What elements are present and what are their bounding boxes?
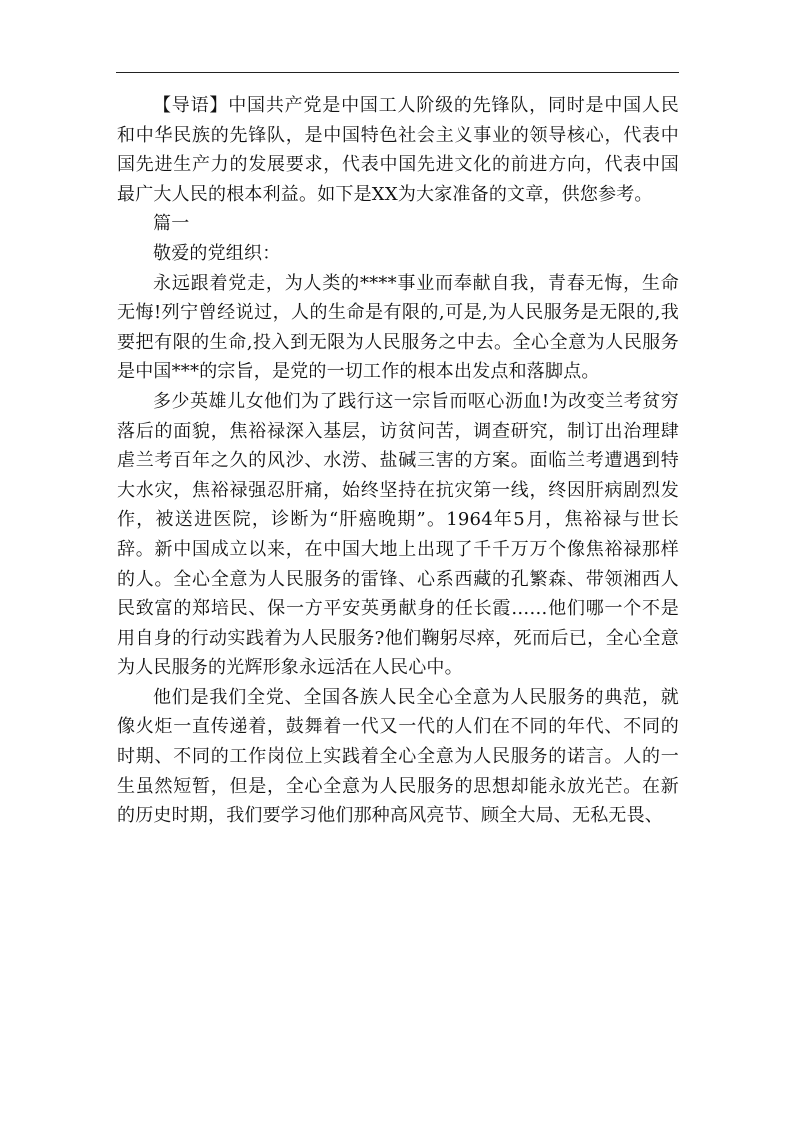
document-body bbox=[117, 91, 679, 831]
header-rule bbox=[116, 72, 679, 73]
salutation: 敬爱的党组织： bbox=[153, 242, 281, 264]
body-paragraph-2: 多少英雄儿女他们为了践行这一宗旨而呕心沥血!为改变兰考贫穷落后的面貌，焦裕禄深入基层，访贫问苦，调查研究，制订出治理肆虐兰考百年之久的风沙、水涝、盐碱三害的方案。面临兰考遭遇到特大水灾，焦裕禄强忍肝痛，始终坚持在抗灾第一线，终因肝病剧烈发作，被送进医院，诊断为“肝癌晚期”。1964年5月，焦裕禄与世长辞。新中国成立以来，在中国大地上出现了千千万万个像焦裕禄那样的人。全心全意为人民服务的雷锋、心系西藏的孔繁森、带领湘西人民致富的郑培民、保一方平安英勇献身的任长霞……他们哪一个不是用自身的行动实践着为人民服务?他们鞠躬尽瘁，死而后已，全心全意为人民服务的光辉形象永远活在人民心中。 bbox=[117, 390, 679, 679]
body-paragraph-3: 他们是我们全党、全国各族人民全心全意为人民服务的典范，就像火炬一直传递着，鼓舞着一代又一代的人们在不同的年代、不同的时期、不同的工作岗位上实践着全心全意为人民服务的诺言。人的一生虽然短暂，但是，全心全意为人民服务的思想却能永放光芒。在新的历史时期，我们要学习他们那种高风亮节、顾全大局、无私无畏、 bbox=[117, 686, 679, 827]
body-paragraph-1: 永远跟着党走，为人类的****事业而奉献自我，青春无悔，生命无悔!列宁曾经说过，人的生命是有限的,可是,为人民服务是无限的,我要把有限的生命,投入到无限为人民服务之中去。全心全意为人民服务是中国***的宗旨，是党的一切工作的根本出发点和落脚点。 bbox=[117, 272, 679, 383]
section-heading: 篇一 bbox=[153, 213, 190, 235]
intro-paragraph: 【导语】中国共产党是中国工人阶级的先锋队，同时是中国人民和中华民族的先锋队，是中国特色社会主义事业的领导核心，代表中国先进生产力的发展要求，代表中国先进文化的前进方向，代表中国最广大人民的根本利益。如下是XX为大家准备的文章，供您参考。 bbox=[117, 95, 679, 205]
